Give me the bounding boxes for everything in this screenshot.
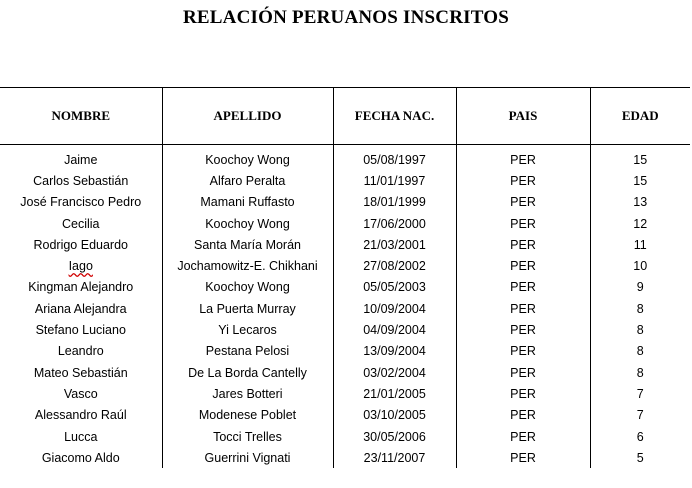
cell-edad: 7 bbox=[636, 408, 644, 423]
table-row bbox=[0, 192, 690, 213]
cell-apellido: Santa María Morán bbox=[162, 234, 333, 255]
cell-nombre: Vasco bbox=[0, 383, 162, 404]
cell-nombre: Kingman Alejandro bbox=[0, 277, 162, 298]
table-row bbox=[0, 383, 690, 404]
cell-edad: 8 bbox=[636, 344, 644, 359]
cell-apellido: Tocci Trelles bbox=[162, 426, 333, 447]
cell-apellido: Jochamowitz-E. Chikhani bbox=[162, 255, 333, 276]
cell-pais: PER bbox=[456, 298, 590, 319]
cell-fecha-nac: 21/03/2001 bbox=[333, 234, 456, 255]
cell-pais: PER bbox=[456, 319, 590, 340]
cell-fecha-nac: 05/08/1997 bbox=[333, 145, 456, 171]
cell-nombre: Rodrigo Eduardo bbox=[0, 234, 162, 255]
cell-nombre: Carlos Sebastián bbox=[0, 170, 162, 191]
table-row bbox=[0, 213, 690, 234]
cell-edad: 6 bbox=[636, 429, 644, 444]
header-apellido: APELLIDO bbox=[162, 88, 333, 145]
cell-fecha-nac: 11/01/1997 bbox=[333, 170, 456, 191]
table-row bbox=[0, 341, 690, 362]
cell-nombre: Ariana Alejandra bbox=[0, 298, 162, 319]
cell-fecha-nac: 03/10/2005 bbox=[333, 405, 456, 426]
header-fecha-nac: FECHA NAC. bbox=[333, 88, 456, 145]
cell-nombre: Alessandro Raúl bbox=[0, 405, 162, 426]
cell-fecha-nac: 17/06/2000 bbox=[333, 213, 456, 234]
table-row bbox=[0, 277, 690, 298]
cell-fecha-nac: 27/08/2002 bbox=[333, 255, 456, 276]
cell-pais: PER bbox=[456, 170, 590, 191]
table-row bbox=[0, 234, 690, 255]
cell-nombre bbox=[0, 255, 162, 276]
cell-pais: PER bbox=[456, 341, 590, 362]
header-nombre: NOMBRE bbox=[0, 88, 162, 145]
cell-edad: 11 bbox=[633, 237, 647, 252]
cell-fecha-nac: 10/09/2004 bbox=[333, 298, 456, 319]
cell-apellido: Koochoy Wong bbox=[162, 213, 333, 234]
cell-pais: PER bbox=[456, 405, 590, 426]
cell-pais: PER bbox=[456, 426, 590, 447]
cell-apellido: Modenese Poblet bbox=[162, 405, 333, 426]
cell-nombre: Stefano Luciano bbox=[0, 319, 162, 340]
cell-edad: 10 bbox=[633, 259, 648, 274]
cell-edad: 15 bbox=[633, 152, 648, 167]
table-row bbox=[0, 362, 690, 383]
cell-edad: 9 bbox=[636, 280, 644, 295]
table-row bbox=[0, 426, 690, 447]
header-pais: PAIS bbox=[456, 88, 590, 145]
cell-fecha-nac: 23/11/2007 bbox=[333, 447, 456, 468]
document-title: RELACIÓN PERUANOS INSCRITOS bbox=[182, 7, 509, 28]
table-row bbox=[0, 405, 690, 426]
cell-apellido: Mamani Ruffasto bbox=[162, 192, 333, 213]
cell-fecha-nac: 13/09/2004 bbox=[333, 341, 456, 362]
cell-edad: 15 bbox=[633, 173, 648, 188]
cell-apellido: Yi Lecaros bbox=[162, 319, 333, 340]
cell-apellido: Koochoy Wong bbox=[162, 145, 333, 171]
cell-pais: PER bbox=[456, 234, 590, 255]
cell-apellido: Jares Botteri bbox=[162, 383, 333, 404]
cell-apellido: Pestana Pelosi bbox=[162, 341, 333, 362]
cell-fecha-nac: 03/02/2004 bbox=[333, 362, 456, 383]
table-row bbox=[0, 170, 690, 191]
cell-pais: PER bbox=[456, 145, 590, 171]
cell-edad: 12 bbox=[633, 216, 648, 231]
cell-edad: 5 bbox=[636, 450, 644, 465]
cell-apellido: La Puerta Murray bbox=[162, 298, 333, 319]
table-row bbox=[0, 447, 690, 468]
cell-nombre: Lucca bbox=[0, 426, 162, 447]
cell-nombre: Cecilia bbox=[0, 213, 162, 234]
cell-pais: PER bbox=[456, 213, 590, 234]
cell-nombre: José Francisco Pedro bbox=[0, 192, 162, 213]
cell-apellido: Guerrini Vignati bbox=[162, 447, 333, 468]
cell-fecha-nac: 05/05/2003 bbox=[333, 277, 456, 298]
cell-fecha-nac: 30/05/2006 bbox=[333, 426, 456, 447]
cell-pais: PER bbox=[456, 192, 590, 213]
table-row bbox=[0, 255, 690, 276]
cell-pais: PER bbox=[456, 255, 590, 276]
cell-nombre: Jaime bbox=[0, 145, 162, 171]
cell-nombre: Giacomo Aldo bbox=[0, 447, 162, 468]
spellcheck-flagged-name: Iago bbox=[68, 259, 93, 274]
cell-apellido: De La Borda Cantelly bbox=[162, 362, 333, 383]
table-row bbox=[0, 319, 690, 340]
cell-edad: 7 bbox=[636, 386, 644, 401]
cell-pais: PER bbox=[456, 362, 590, 383]
cell-nombre: Leandro bbox=[0, 341, 162, 362]
cell-pais: PER bbox=[456, 277, 590, 298]
cell-edad: 8 bbox=[636, 301, 644, 316]
cell-pais: PER bbox=[456, 383, 590, 404]
table-body bbox=[0, 145, 690, 469]
table-row bbox=[0, 145, 690, 171]
cell-pais: PER bbox=[456, 447, 590, 468]
table-row bbox=[0, 298, 690, 319]
cell-fecha-nac: 21/01/2005 bbox=[333, 383, 456, 404]
header-edad: EDAD bbox=[590, 88, 690, 145]
cell-edad: 8 bbox=[636, 365, 644, 380]
cell-nombre: Mateo Sebastián bbox=[0, 362, 162, 383]
header-row bbox=[0, 88, 690, 145]
cell-fecha-nac: 04/09/2004 bbox=[333, 319, 456, 340]
cell-apellido: Alfaro Peralta bbox=[162, 170, 333, 191]
cell-fecha-nac: 18/01/1999 bbox=[333, 192, 456, 213]
cell-edad: 8 bbox=[636, 323, 644, 338]
cell-edad: 13 bbox=[633, 195, 648, 210]
registrants-table bbox=[0, 87, 690, 468]
cell-apellido: Koochoy Wong bbox=[162, 277, 333, 298]
